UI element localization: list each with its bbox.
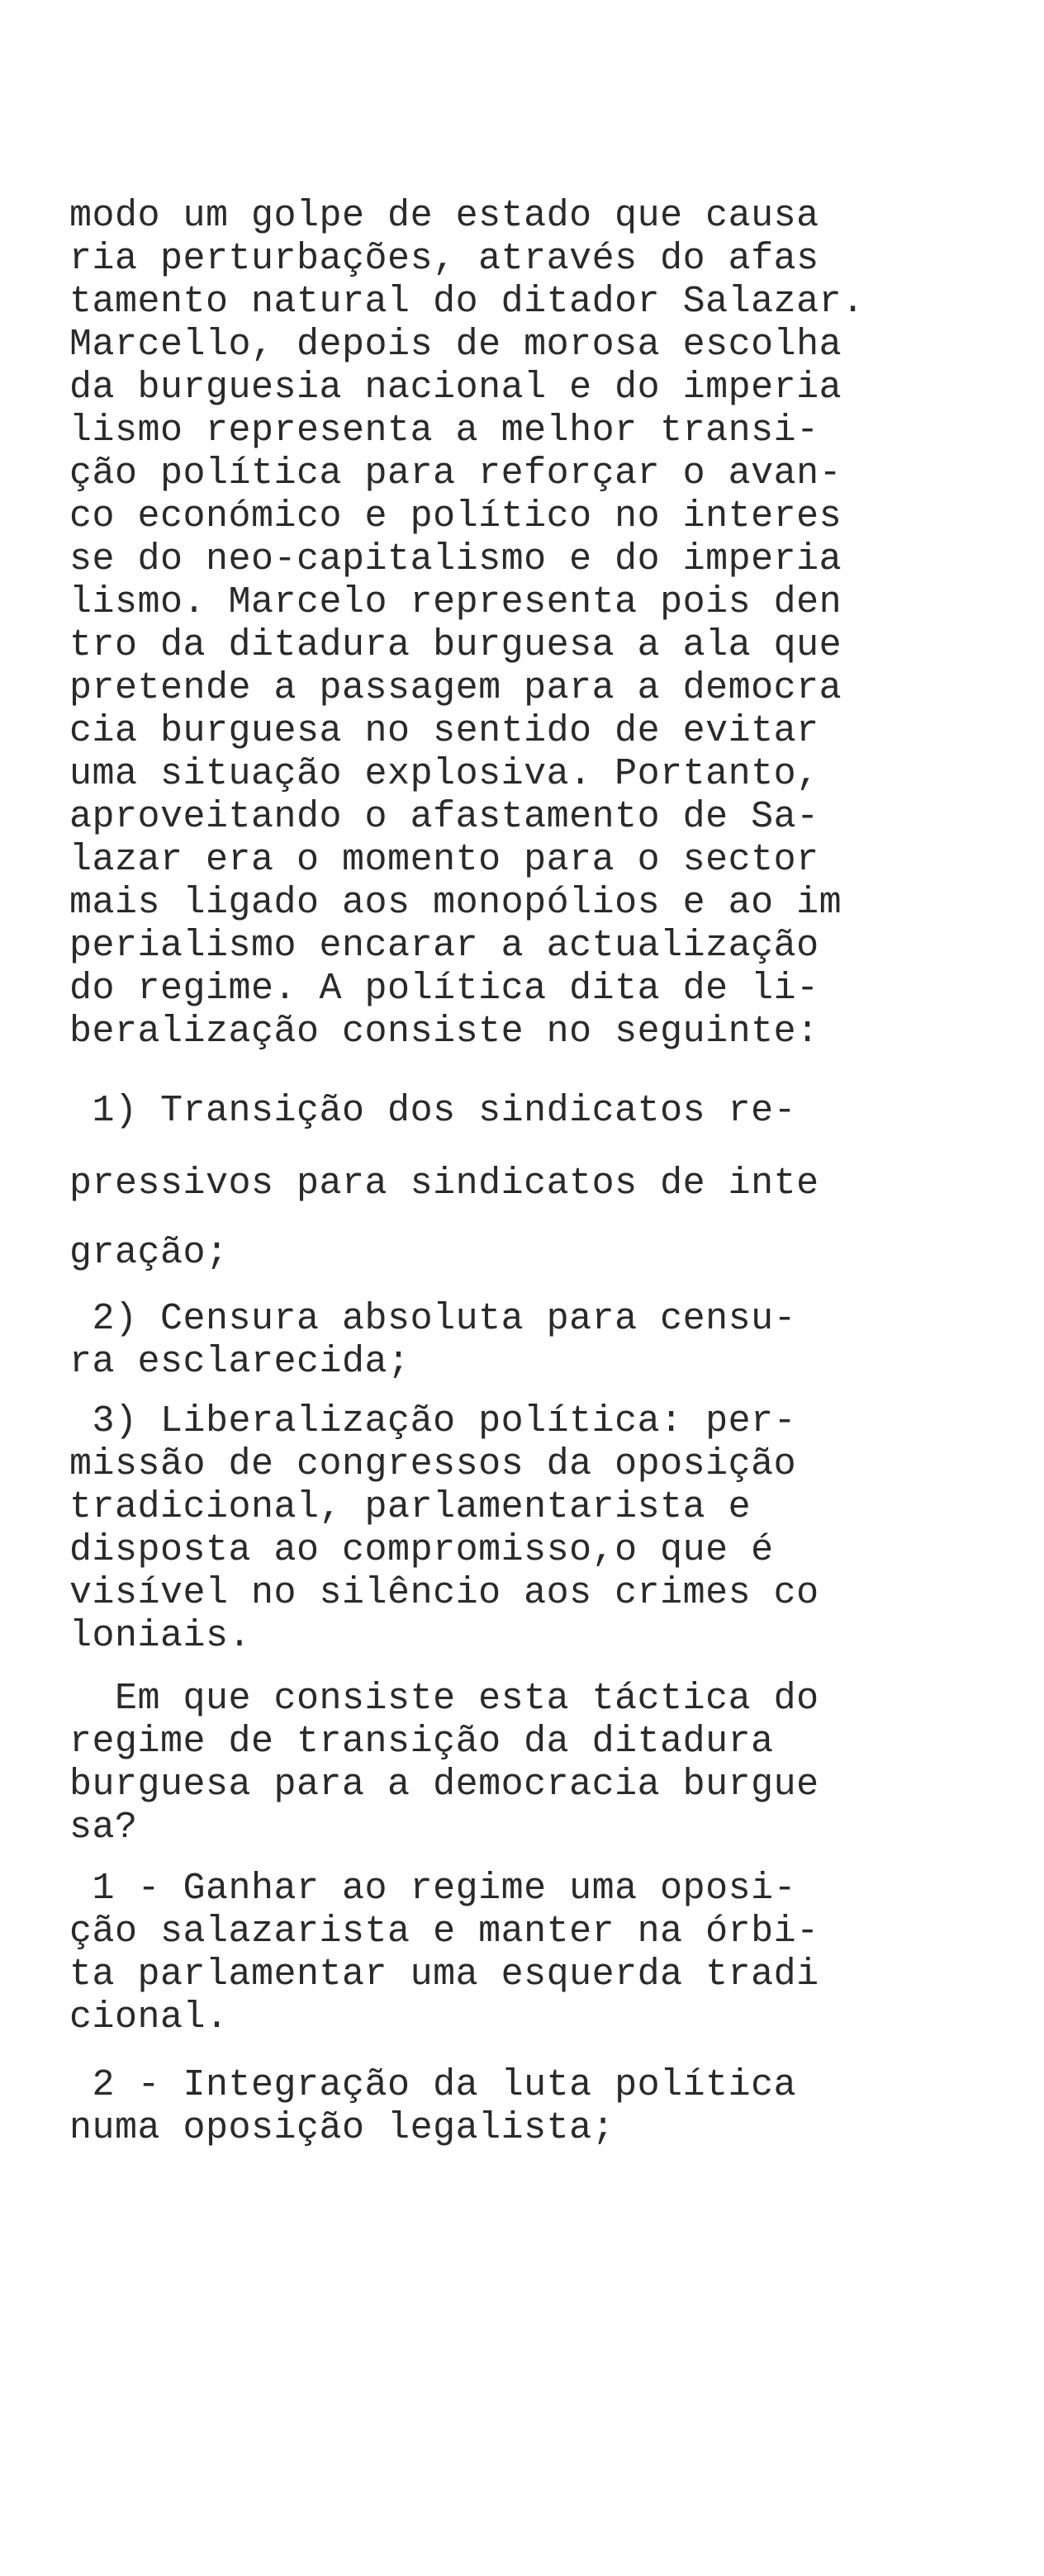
text-line: disposta ao compromisso,o que é bbox=[69, 1529, 774, 1571]
text-line: gração; bbox=[69, 1232, 229, 1274]
list-item-3: 3) Liberalização política: per- bbox=[69, 1400, 797, 1442]
text-line: pressivos para sindicatos de inte bbox=[69, 1163, 819, 1205]
text-line: ta parlamentar uma esquerda tradi bbox=[69, 1953, 819, 1996]
text-line: se do neo-capitalismo e do imperia bbox=[69, 538, 842, 580]
text-line: lismo representa a melhor transi- bbox=[69, 410, 819, 452]
text-line: uma situação explosiva. Portanto, bbox=[69, 753, 819, 795]
text-line: tamento natural do ditador Salazar. bbox=[69, 281, 865, 323]
text-line: da burguesia nacional e do imperia bbox=[69, 367, 842, 409]
text-line: sa? bbox=[69, 1807, 138, 1849]
text-line: regime de transição da ditadura bbox=[69, 1721, 774, 1763]
answer-item-2: 2 - Integração da luta política bbox=[69, 2064, 797, 2106]
text-line: visível no silêncio aos crimes co bbox=[69, 1572, 819, 1614]
text-line: lazar era o momento para o sector bbox=[69, 839, 819, 881]
paragraph-question: Em que consiste esta táctica do bbox=[69, 1678, 819, 1720]
text-line: do regime. A política dita de li- bbox=[69, 968, 819, 1010]
answer-item-1: 1 - Ganhar ao regime uma oposi- bbox=[69, 1868, 797, 1910]
text-line: cional. bbox=[69, 1996, 229, 2039]
text-line: cia burguesa no sentido de evitar bbox=[69, 710, 819, 752]
text-line: beralização consiste no seguinte: bbox=[69, 1011, 819, 1053]
text-line: modo um golpe de estado que causa bbox=[69, 195, 819, 237]
text-line: mais ligado aos monopólios e ao im bbox=[69, 882, 842, 924]
list-item-2: 2) Censura absoluta para censu- bbox=[69, 1298, 797, 1340]
text-line: ria perturbações, através do afas bbox=[69, 238, 819, 280]
text-line: perialismo encarar a actualização bbox=[69, 925, 819, 967]
text-line: burguesa para a democracia burgue bbox=[69, 1764, 819, 1806]
text-line: co económico e político no interes bbox=[69, 495, 842, 537]
text-line: loniais. bbox=[69, 1615, 252, 1657]
text-line: ção salazarista e manter na órbi- bbox=[69, 1911, 819, 1953]
text-line: lismo. Marcelo representa pois den bbox=[69, 581, 842, 623]
text-line: Marcello, depois de morosa escolha bbox=[69, 324, 842, 366]
text-line: missão de congressos da oposição bbox=[69, 1443, 797, 1485]
text-line: numa oposição legalista; bbox=[69, 2107, 615, 2149]
text-line: tradicional, parlamentarista e bbox=[69, 1486, 752, 1528]
list-item-1: 1) Transição dos sindicatos re- bbox=[69, 1090, 797, 1132]
text-line: pretende a passagem para a democra bbox=[69, 667, 842, 709]
text-line: ção política para reforçar o avan- bbox=[69, 452, 842, 495]
text-line: aproveitando o afastamento de Sa- bbox=[69, 796, 819, 838]
text-line: tro da ditadura burguesa a ala que bbox=[69, 624, 842, 666]
text-line: ra esclarecida; bbox=[69, 1341, 410, 1383]
